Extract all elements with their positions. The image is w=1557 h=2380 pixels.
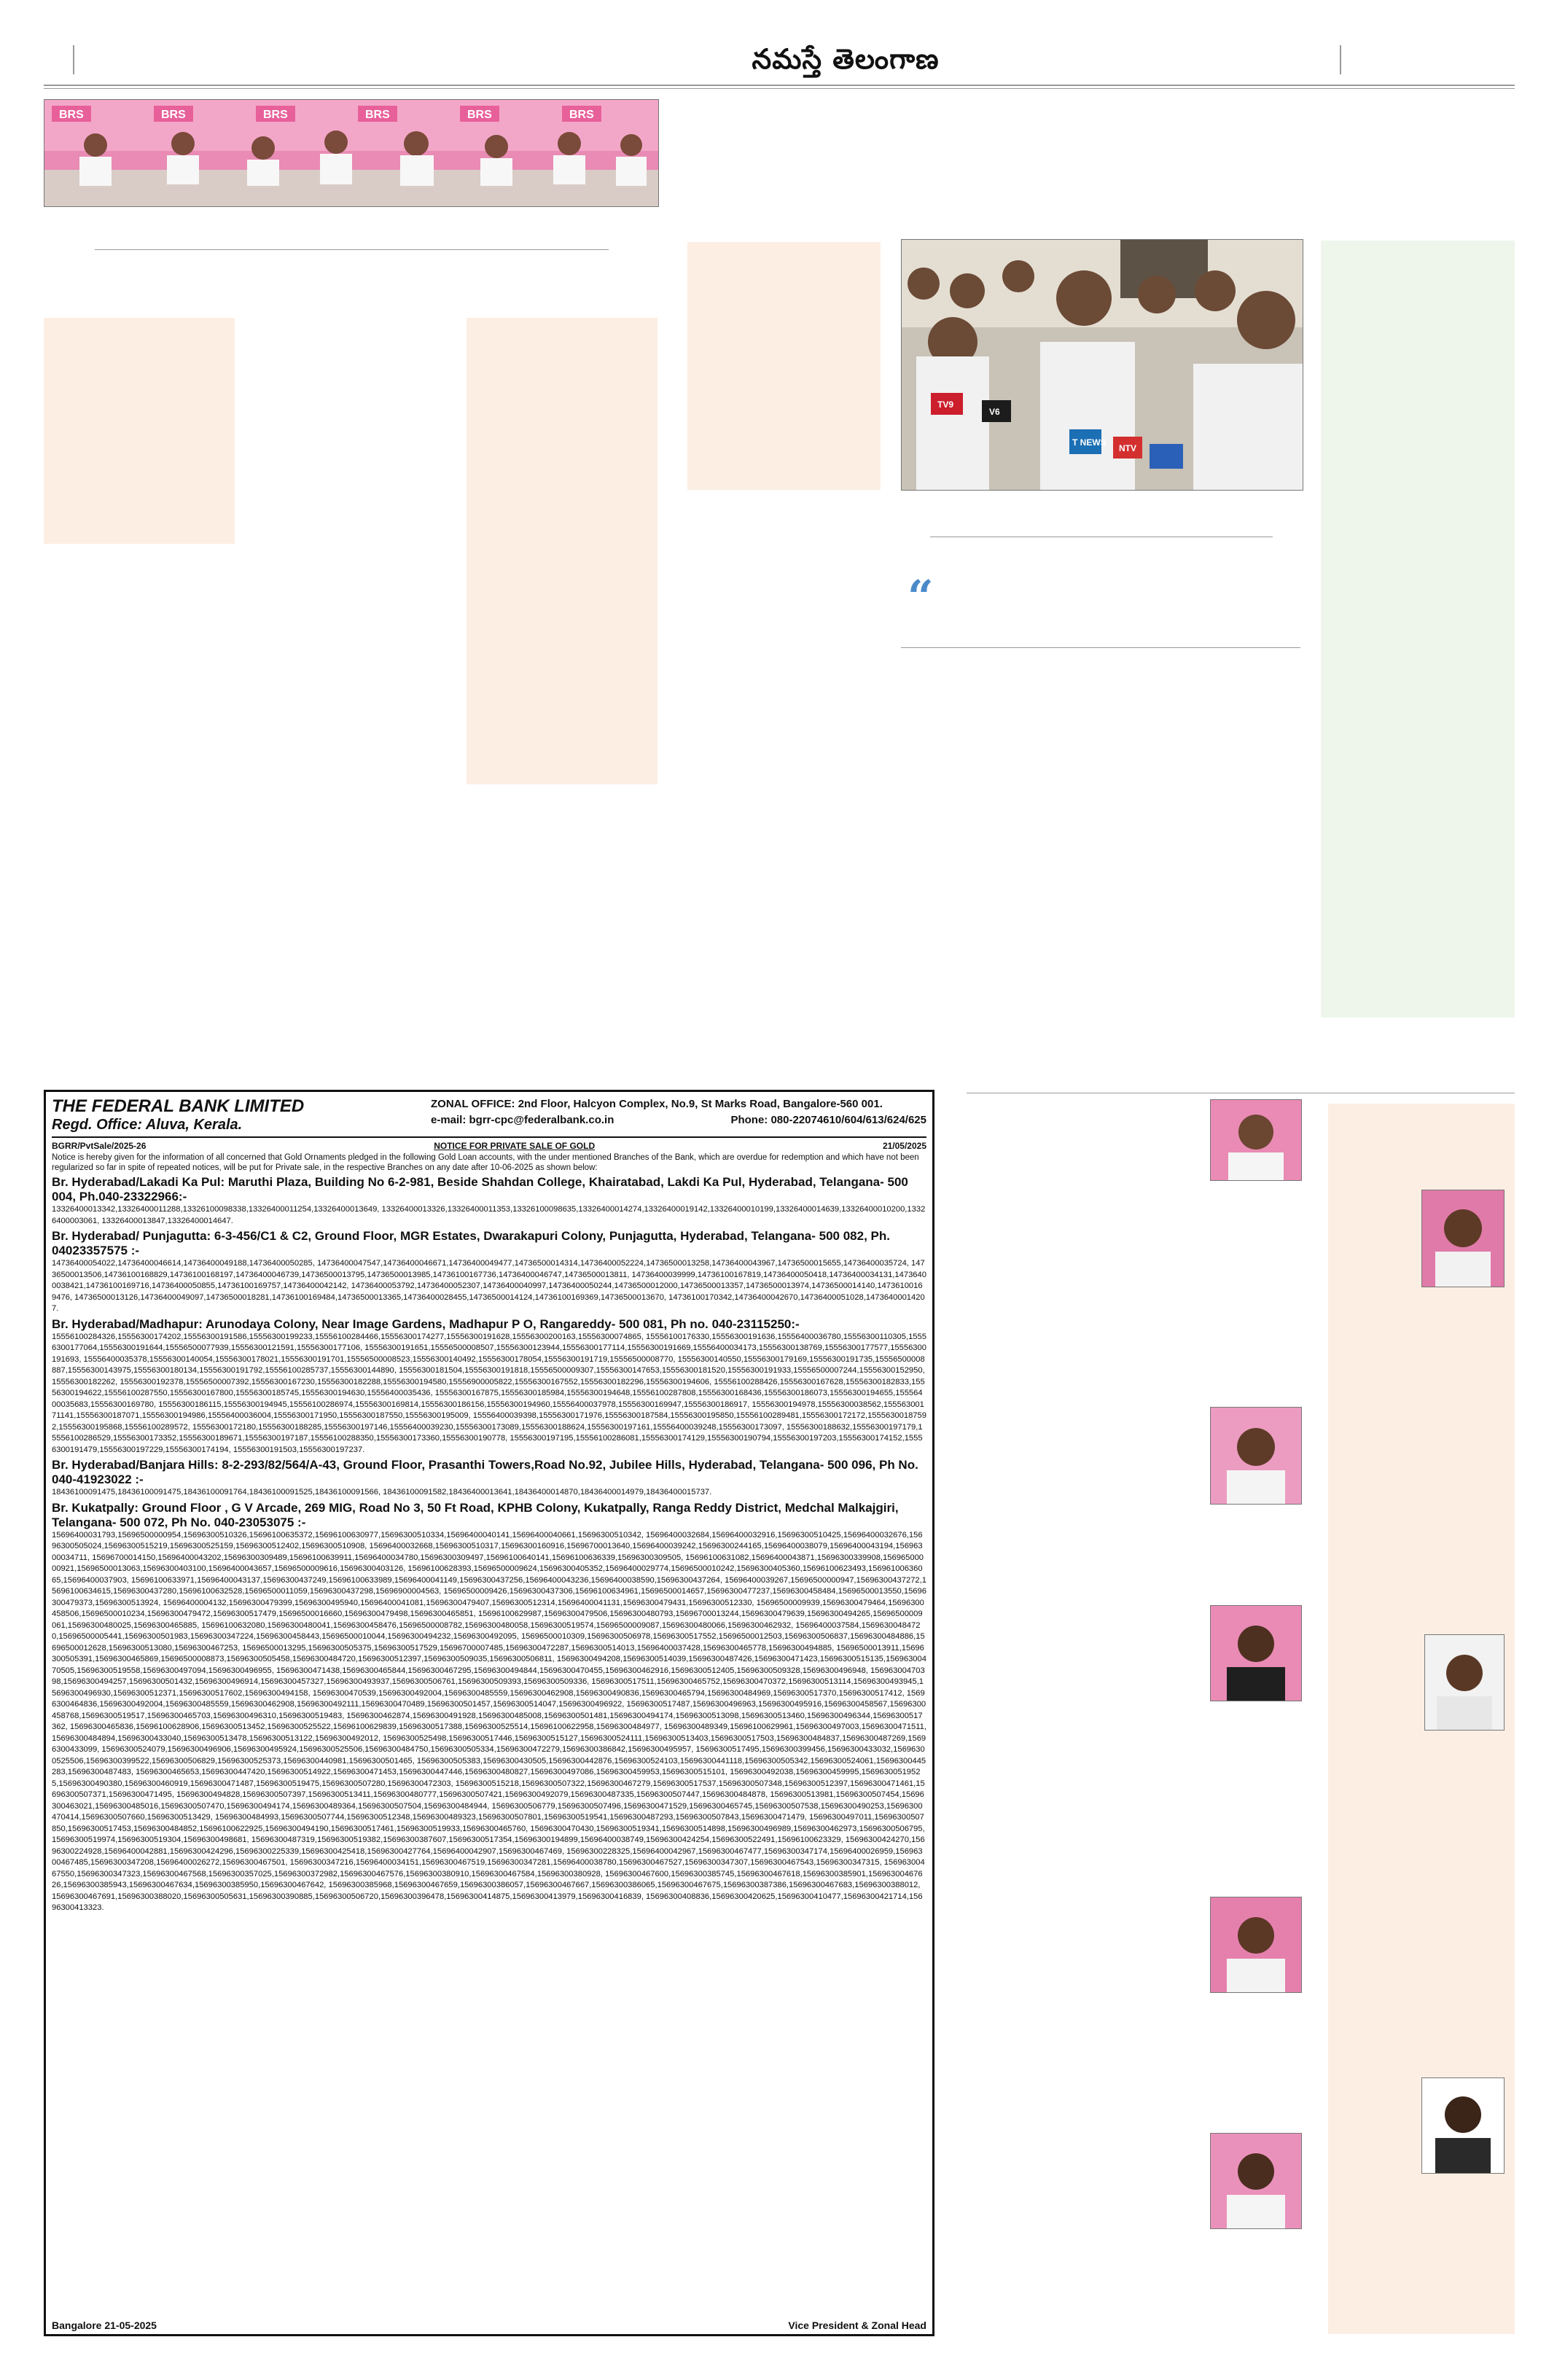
ad-footer-place-date: Bangalore 21-05-2025 — [52, 2319, 157, 2331]
ad-intro: Notice is hereby given for the information of all concerned that Gold Ornaments pledged in the following Gold Loan accounts, with the under mentioned Branches of the Bank, which are overdue for redemption and which have not been regularized so far in spite of repeated notices, will be put for Private sale, in the respective Branches on any date after 10-06-2025 as shown below: — [52, 1153, 919, 1172]
press-photo — [901, 239, 1303, 491]
ad-branch-accounts: 14736400054022,14736400046614,14736400049188,14736400050285, 14736400047547,14736400046671,14736400049477,14736500014314,14736400052224,14736500013258,14736400043967,14736500015655,14736400035724, 14736500013506,14736100168829,14736100168197,14736400046739,14736500013795,14736500013985,14736100167736,14736400046747,14736500013811, 14736400039999,14736100167819,14736400050418,14736400034131,14736400038421,14736100169716,14736400050855,14736100169757,14736400042142, 14736400053792,14736400052307,14736400040997,14736400050244,14736500012000,14736500013357,14736500013974,14736500014140,14736100169476, 14736500013126,14736400049097,14736500018281,14736100169484,14736500013365,14736400028455,14736500014124,14736100169369,14736500013670, 14736100170342,14736400042670,14736400051028,14736400014207. — [52, 1259, 926, 1313]
banner-label: BRS — [569, 109, 594, 121]
portrait-photo — [1421, 2077, 1505, 2174]
ad-branch-title: Br. Hyderabad/Lakadi Ka Pul: Maruthi Plaza, Building No 6-2-981, Beside Shahdan College, Khairatabad, Lakdi Ka Pul, Hyderabad, Telangana- 500 004, Ph.040-23322966:- — [52, 1175, 908, 1203]
portrait-photo — [1210, 1605, 1302, 1701]
ad-branch-title: Br. Hyderabad/Madhapur: Arunodaya Colony, Near Image Gardens, Madhapur P O, Rangareddy- 500 081, Ph no. 040-23115250:- — [52, 1316, 800, 1331]
ad-regd-office: Regd. Office: Aluva, Kerala. — [52, 1117, 243, 1133]
mic-label: NTV — [1119, 443, 1136, 453]
ad-contact-row — [431, 1112, 926, 1128]
portrait-photo — [1210, 2133, 1302, 2229]
bank-notice-ad — [44, 1090, 934, 2336]
press-photo-art — [902, 240, 1303, 490]
article-block-left — [44, 318, 235, 544]
ad-footer — [52, 2319, 926, 2331]
ad-branch-list — [52, 1175, 926, 1914]
ad-meta-row — [52, 1141, 926, 1151]
banner-photo-art — [44, 100, 658, 206]
column-rule — [95, 249, 609, 250]
header-left-tick — [73, 45, 74, 74]
mic-label: T NEWS — [1072, 437, 1107, 448]
ad-branch-title: Br. Hyderabad/ Punjagutta: 6-3-456/C1 & C2, Ground Floor, MGR Estates, Dwarakapuri Colony, Punjagutta, Hyderabad, Telangana- 500 082, Ph. 04023357575 :- — [52, 1229, 890, 1257]
quote-rule — [901, 647, 1300, 648]
masthead-title: నమస్తే తెలంగాణ — [752, 42, 940, 75]
ad-phone: Phone: 080-22074610/604/613/624/625 — [730, 1114, 926, 1126]
portrait-photo — [1424, 1634, 1505, 1731]
ad-bank-name: THE FEDERAL BANK LIMITED — [52, 1096, 305, 1116]
ad-email: e-mail: bgrr-cpc@federalbank.co.in — [431, 1114, 614, 1126]
article-block-upper — [687, 242, 881, 490]
header-right-tick — [1340, 45, 1341, 74]
banner-photo — [44, 99, 659, 207]
ad-notice-date: 21/05/2025 — [882, 1141, 926, 1151]
ad-header — [52, 1096, 926, 1138]
portrait-photo — [1210, 1897, 1302, 1993]
banner-label: BRS — [59, 109, 84, 121]
ad-branch-accounts: 15696400031793,15696500000954,15696300510326,15696100635372,15696100630977,15696300510334,15696400040141,15696400040661,15696300510342, 15696400032684,15696400032916,15696300510425,15696400032676,15696300505024,15696300515219,15696300525159,15696300512402,15696300510908, 15696400032668,15696300510317,15696300160916,15696700013640,15696400039242,15696300244165,15696400038079,15696400043194,15696300034711, 15696700014150,15696400043202,15696300309489,15696100639911,15696400034780,15696300309497,15696100640141,15696100636339,15696300309505, 15696100631082,15696400043871,15696300339908,15696500000921,15696500013063,15696300403100,15696400043657,15696500009616,15696300403126, 15696100628393,15696500009624,15696300405352,15696400029774,15696500010242,15696300405360,15696100623493,15696100636065,15696400037903, 15696100633971,15696400043137,15696300437249,15696100633989,15696400041149,15696300437256,15696400043236,15696400038590,15696300437264, 15696400039267,15696500000947,15696300437272,15696100634615,15696300437280,15696100632528,15696500011059,15696300437298,15696900004563, 15696500009426,15696300437306,15696100634961,15696500014657,15696300477237,15696300458484,15696500013550,15696300479373,15696300513924, 15696400004132,15696300479399,15696300495940,15696400041081,15696300479407,15696300512314,15696400041131,15696300479431,15696300512330, 15696500009939,15696300479464,15696300458506,15696500010234,15696300479472,15696300517479,15696500016660,15696300479498,15696300465851, 15696100629987,15696300479506,15696300480793,15696700013244,15696300479639,15696300494265,15696500009061,15696300480025,15696300465885, 15696100632080,15696300480041,15696300458476,15696500008782,15696300480058,15696300519574,15696500009087,15696300480066,15696300462932, 15696400037584,15696300484720,15696500005441,15696300501983,15696300347224,15696300458443,15696500010044,15696300494232,15696300492095, 15696500010309,15696300506978,15696300517552,15696500012503,15696300506837,15696300484886,15696500012628,15696300513080,15696300467253, 15696500013295,15696300505375,15696300517529,15696700007485,15696300472287,15696300514013,15696400037428,15696300465778,15696300494885, 15696500013911,15696300505391,15696300465869,15696500008873,15696300505458,15696300484720,15696300512397,15696300509035,15696300506811, 15696300494208,15696300514039,15696300487426,15696300471423,15696300515135,15696300470505,15696300519558,15696300497094,15696300496955, 15696300471438,15696300465844,15696300467295,15696300494844,15696300470455,15696300462916,15696300512405,15696300509328,15696300496948, 15696300470398,15696300494257,15696300501432,15696300496914,15696300457327,15696300493937,15696300506761,15696300509393,15696300509336, 15696300517511,15696300465752,15696300470372,15696300513114,15696300493945,15696300496930,15696300512371,15696300517602,15696300494158, 15696300470539,15696300492004,15696300485559,15696300462908,15696300490836,15696300465794,15696300484969,15696300517370,15696300517412, 15696300464836,15696300492004,15696300485559,15696300462908,15696300492111,15696300470489,15696300501457,15696300514047,15696300496922, 15696300517487,15696300496963,15696300495916,15696300458567,15696300458768,15696300519517,15696300465703,15696300496310,15696300519483, 15696300462874,15696300491928,15696300485008,15696300501481,15696300494174,15696300513098,15696300513460,15696300496344,15696300517362, 15696300465836,15696100628906,15696300513452,15696300525522,15696100629839,15696300517388,15696300525514,15696100622958,15696300484977, 15696300489349,15696100629961,15696300497003,15696300471511,15696300484894,15696300433040,15696300513478,15696300513122,15696300492012, 15696300525498,15696300517446,15696300515127,15696300524111,15696300513403,15696300517503,15696300484837,15696300487269,15696300433099, 15696300524079,15696300496906,15696300495924,15696300525506,15696300484750,15696300505334,15696300472279,15696300386842,15696300495957, 15696300517495,15696300399456,15696300433032,15696300525506,15696300399522,15696300506829,15696300525373,15696300440981,15696300501465, 15696300505383,15696300430505,15696300442876,15696300524103,15696300441118,15696300505342,15696300524061,15696300445283,15696300487483, 15696300465653,15696300447420,15696300514922,15696300471453,15696300447446,15696300480827,15696300497086,15696300459953,15696300515101, 15696300492038,15696300459995,15696300519525,15696300490380,15696300460919,15696300471487,15696300519475,15696300507280,15696300472303, 15696300515218,15696300507322,15696300467279,15696300517537,15696300507348,15696300512397,15696300471461,15696300507371,15696300471495, 15696300494828,15696300507397,15696300513411,15696300480777,15696300507421,15696300492079,15696300487335,15696300507447,15696300484878, 15696300513981,15696300507454,15696300463021,15696300485016,15696300507470,15696300494174,15696300489364,15696300507504,15696300484944, 15696300506779,15696300507496,15696300471529,15696300465745,15696300507538,15696300490253,15696300470414,15696300507660,15696300513429, 15696300484993,15696300507744,15696300512348,15696300489323,15696300507801,15696300519541,15696300487293,15696300507843,15696300471479, 15696300497011,15696300507850,15696300517453,15696300484852,15696100622925,15696300494190,15696300517461,15696300519933,15696300465760, 15696300470430,15696300519341,15696300514898,15696300496989,15696300462973,15696300506795,15696300519974,15696300519304,15696300498681, 15696300487319,15696300519382,15696300387607,15696300517354,15696300194899,15696400038749,15696300424254,15696300522491,15696100623329, 15696300424270,15696300224928,15696400042881,15696300424296,15696300225339,15696300425418,15696300427764,15696400042907,15696300467469, 15696300228325,15696400042967,15696300467477,15696300347174,15696400026959,15696300467485,15696300347208,15696400026272,15696300467501, 15696300347216,15696400034151,15696300467519,15696300347281,15696400038780,15696300467527,15696300347307,15696300467543,15696300347315, 15696300467550,15696300347323,15696300467568,15696300357025,15696300372982,15696300467576,15696300380910,15696300467584,15696300380928, 15696300467600,15696300385745,15696300467618,15696300385901,15696300467626,15696300385943,15696300467634,15696300385950,15696300467642, 15696300385968,15696300467659,15696300386057,15696300467667,15696300386065,15696300467675,15696300387386,15696300467683,15696300388012, 15696300467691,15696300388020,15696300505631,15696300390885,15696300506720,15696300396478,15696300414875,15696300413979,15696300416839, 15696300408836,15696300420625,15696300410477,15696300421714,15696300413323. — [52, 1530, 926, 1912]
sidebar-block — [1321, 241, 1515, 1018]
ad-footer-signatory: Vice President & Zonal Head — [788, 2319, 926, 2331]
header-rule — [44, 85, 1515, 86]
ad-ref: BGRR/PvtSale/2025-26 — [52, 1141, 147, 1151]
ad-branch-title: Br. Kukatpally: Ground Floor , G V Arcade, 269 MIG, Road No 3, 50 Ft Road, KPHB Colony, Kukatpally, Ranga Reddy District, Medchal Malkajgiri, Telangana- 500 072, Ph No. 040-23053075 :- — [52, 1500, 899, 1529]
ad-branch-accounts: 13326400013342,13326400011288,13326100098338,13326400011254,13326400013649, 13326400013326,13326400011353,13326100098635,13326400014274,13326400019142,13326400010199,13326400014639,13326400010200,13326400003061, 13326400013847,13326400014647. — [52, 1205, 926, 1225]
ad-bank-block — [52, 1096, 304, 1134]
ad-notice-title: NOTICE FOR PRIVATE SALE OF GOLD — [434, 1141, 596, 1151]
ad-zonal-office: ZONAL OFFICE: 2nd Floor, Halcyon Complex, No.9, St Marks Road, Bangalore-560 001. — [431, 1098, 883, 1110]
ad-branch-title: Br. Hyderabad/Banjara Hills: 8-2-293/82/564/A-43, Ground Floor, Prasanthi Towers,Road No.92, Jubilee Hills, Hyderabad, Telangana- 500 096, Ph No. 040-41923022 :- — [52, 1458, 918, 1486]
banner-label: BRS — [365, 109, 390, 121]
quote-mark: “ — [908, 570, 934, 623]
mic-label: TV9 — [937, 399, 954, 410]
banner-label: BRS — [467, 109, 492, 121]
banner-label: BRS — [263, 109, 288, 121]
article-block-middle — [467, 318, 657, 784]
header-rule-thin — [44, 88, 1515, 89]
banner-label: BRS — [161, 109, 186, 121]
portrait-photo — [1210, 1407, 1302, 1505]
ad-branch-accounts: 18436100091475,18436100091475,18436100091764,18436100091525,18436100091566, 18436100091582,18436400013641,18436400014870,18436400014979,18436400015737. — [52, 1488, 712, 1497]
portrait-photo — [1210, 1099, 1302, 1181]
portrait-photo — [1421, 1190, 1505, 1287]
ad-zonal-block — [431, 1096, 926, 1134]
mic-label: V6 — [989, 407, 1000, 417]
ad-branch-accounts: 15556100284326,15556300174202,15556300191586,15556300199233,15556100284466,15556300174277,15556300191628,15556300200163,15556300074865, 15556100176330,15556300191636,15556400036780,15556300110305,15556300177064,15556300191644,15556500077939,15556300121591,15556300177106, 15556300191651,15556500008507,15556300123944,15556300177114,15556300191669,15556400034173,15556300138769,15556300177577,15556300191693, 15556400035378,15556300140054,15556300178021,15556300191701,15556500008523,15556300140492,15556300178054,15556300191719,15556500008770, 15556300140550,15556300179169,15556300191735,15556500008887,15556300143975,15556300180134,15556300191792,15556100285737,15556300144890, 15556300181504,15556300191818,15556500009307,15556300147653,15556300181520,15556300191933,15556500007244,15556300152950,15556300182262, 15556300192378,15556500007392,15556300167230,15556300182288,15556300194580,15556900005822,15556300167552,15556300182296,15556300194606, 15556100288426,15556300167628,15556300182833,15556300194622,15556100287550,15556300167800,15556300185745,15556300194630,15556400035436, 15556300167875,15556300185984,15556300194648,15556100287808,15556300168436,15556300186073,15556300194655,15556400035683,15556300169780, 15556300186115,15556300194945,15556100286974,15556300169814,15556300186156,15556300194960,15556400037978,15556300169947,15556300186917, 15556300194978,15556300038562,15556300171141,15556300187071,15556300194986,15556400036004,15556300171950,15556300187550,15556300195009, 15556400039398,15556300171976,15556300187584,15556300195850,15556100289481,15556300172172,15556300187592,15556300195868,15556100289572, 15556300172180,15556300188285,15556300197146,15556400039230,15556300173089,15556300188624,15556300197161,15556400039248,15556300173097, 15556300188632,15556300197179,15556100286529,15556300173352,15556300189671,15556300197187,15556100288350,15556300173360,15556300190778, 15556300197195,15556100286081,15556300174129,15556300190794,15556300197203,15556300174152,15556300191479,15556300197229,15556300174194, 15556300191503,15556300197237. — [52, 1332, 926, 1454]
